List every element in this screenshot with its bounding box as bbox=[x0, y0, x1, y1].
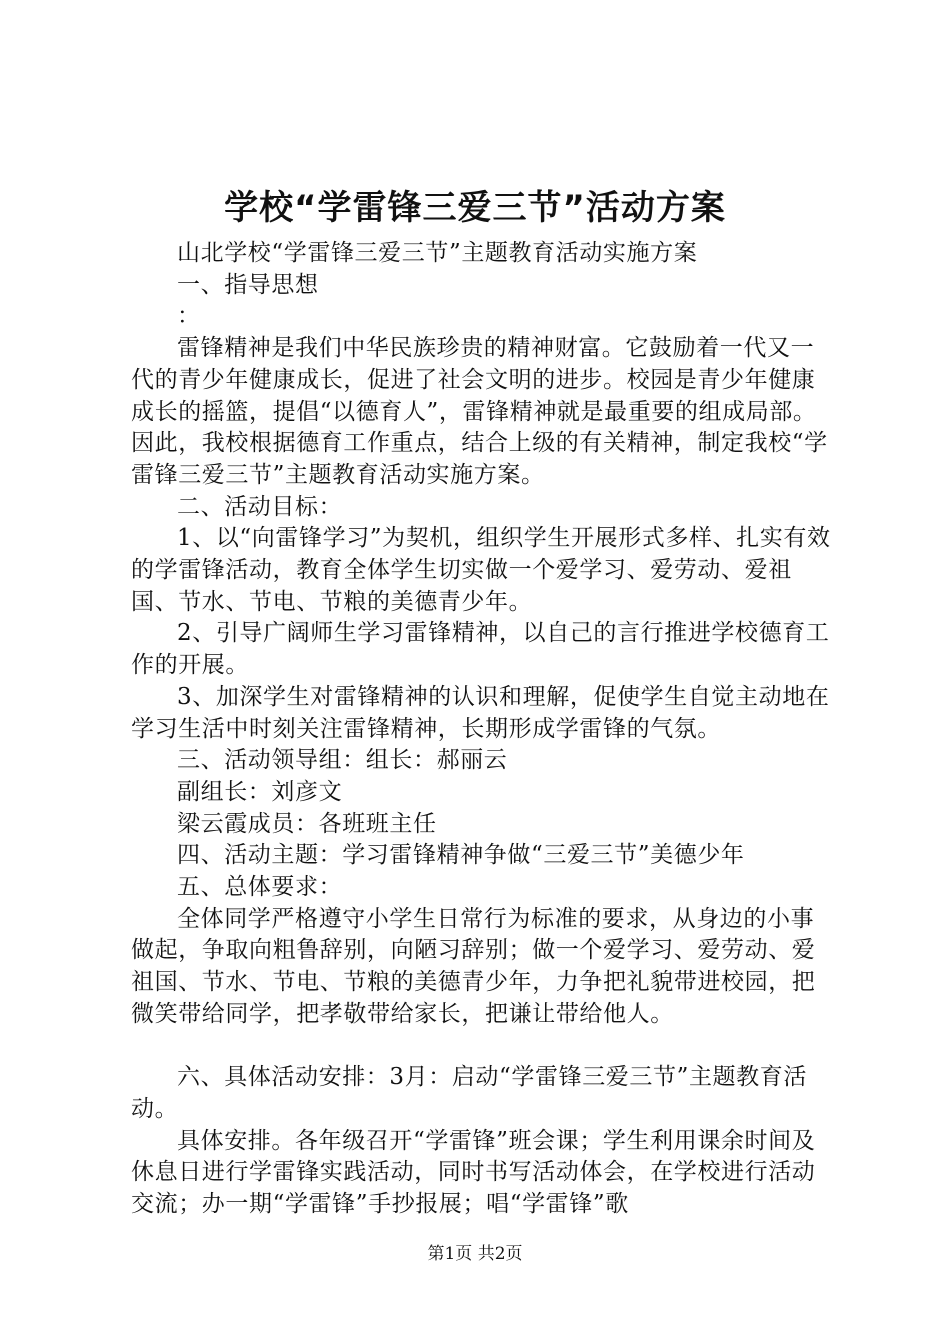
heading-overall-requirements: 五、总体要求： bbox=[177, 874, 343, 901]
heading-specific-arrangements: 六、具体活动安排：3月：启动“学雷锋三爱三节”主题教育活动。 bbox=[131, 1064, 807, 1122]
paragraph-arrangements-detail: 具体安排。各年级召开“学雷锋”班会课；学生利用课余时间及休息日进行学雷锋实践活动，同时书写活动体会，在学校进行活动交流；办一期“学雷锋”手抄报展；唱“学雷锋”歌 bbox=[131, 1127, 816, 1218]
heading-guiding-thought: 一、指导思想 bbox=[177, 271, 319, 298]
members-line: 梁云霞成员：各班班主任 bbox=[177, 810, 437, 837]
colon-line: ： bbox=[177, 303, 201, 330]
deputy-leader-line: 副组长：刘彦文 bbox=[177, 778, 343, 805]
document-body bbox=[131, 238, 831, 1221]
subtitle-paragraph: 山北学校“学雷锋三爱三节”主题教育活动实施方案 bbox=[177, 240, 698, 266]
document-title: 学校“学雷锋三爱三节”活动方案 bbox=[224, 188, 726, 228]
heading-leadership-group: 三、活动领导组：组长：郝丽云 bbox=[177, 747, 508, 774]
paragraph-leifeng-spirit: 雷锋精神是我们中华民族珍贵的精神财富。它鼓励着一代又一代的青少年健康成长，促进了社会文明的进步。校园是青少年健康成长的摇篮，提倡“以德育人”，雷锋精神就是最重要的组成局部。因此，我校根据德育工作重点，结合上级的有关精神，制定我校“学雷锋三爱三节”主题教育活动实施方案。 bbox=[131, 335, 828, 488]
page-number-footer: 第1页 共2页 bbox=[427, 1244, 523, 1264]
paragraph-gap bbox=[131, 1031, 831, 1063]
goal-item-3: 3、加深学生对雷锋精神的认识和理解，促使学生自觉主动地在学习生活中时刻关注雷锋精神，长期形成学雷锋的气氛。 bbox=[131, 683, 830, 742]
heading-activity-theme: 四、活动主题：学习雷锋精神争做“三爱三节”美德少年 bbox=[177, 842, 745, 869]
heading-activity-goals: 二、活动目标： bbox=[177, 493, 343, 520]
goal-item-1: 1、以“向雷锋学习”为契机，组织学生开展形式多样、扎实有效的学雷锋活动，教育全体学生切实做一个爱学习、爱劳动、爱祖国、节水、节电、节粮的美德青少年。 bbox=[131, 525, 831, 615]
paragraph-requirements: 全体同学严格遵守小学生日常行为标准的要求，从身边的小事做起，争取向粗鲁辞别，向陋习辞别；做一个爱学习、爱劳动、爱祖国、节水、节电、节粮的美德青少年，力争把礼貌带进校园，把微笑带给同学，把孝敬带给家长，把谦让带给他人。 bbox=[131, 905, 816, 1027]
goal-item-2: 2、引导广阔师生学习雷锋精神，以自己的言行推进学校德育工作的开展。 bbox=[131, 620, 830, 679]
